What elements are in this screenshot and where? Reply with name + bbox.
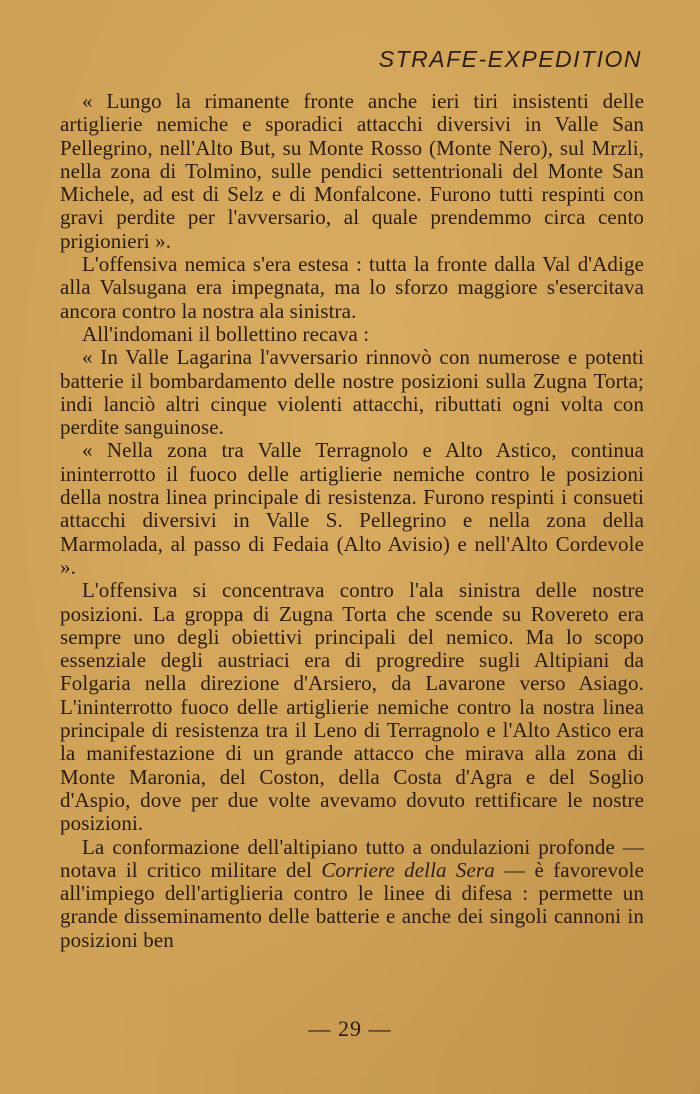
running-header: STRAFE-EXPEDITION	[378, 46, 642, 72]
paragraph-plateau-text-start: La conformazione dell'altipiano tutto a ondulazioni profonde — notava il critico militare del	[60, 834, 644, 882]
paragraph-plateau-conformation	[60, 836, 644, 952]
body-text	[60, 90, 644, 952]
newspaper-title: Corriere della Sera	[321, 857, 495, 882]
paragraph-offensive-extended: L'offensiva nemica s'era estesa : tutta la fronte dalla Val d'Adige alla Valsugana era impegnata, ma lo sforzo maggiore s'esercitava ancora contro la nostra ala sinistra.	[60, 252, 644, 323]
paragraph-left-wing: L'offensiva si concentrava contro l'ala sinistra delle nostre posizioni. La groppa di Zugna Torta che scende su Rovereto era sempre uno degli obiettivi principali del nemico. Ma lo scopo essenziale degli austriaci era di progredire sugli Altipiani da Folgaria nella direzione d'Arsiero, da Lavarone verso Asiago. L'ininterrotto fuoco delle artiglierie nemiche contro la nostra linea principale di resistenza tra il Leno di Terragnolo e l'Alto Astico era la manifestazione di un grande attacco che mirava alla zona di Monte Maronia, del Coston, della Costa d'Agra e del Soglio d'Aspio, dove per due volte avevamo dovuto rettificare le nostre posizioni.	[60, 578, 644, 836]
paragraph-terragnolo-astico: « Nella zona tra Valle Terragnolo e Alto Astico, continua ininterrotto il fuoco delle artiglierie nemiche contro le posizioni della nostra linea principale di resistenza. Furono respinti i consueti attacchi diversivi in Valle S. Pellegrino e nella zona della Marmolada, al passo di Fedaia (Alto Avisio) e nell'Alto Cordevole ».	[60, 438, 644, 579]
paragraph-next-day-bulletin: All'indomani il bollettino recava :	[82, 321, 370, 346]
paragraph-plateau-text-end: — è favorevole all'impiego dell'artiglieria contro le linee di difesa : permette un grande disseminamento delle batterie e anche dei singoli cannoni in posizioni ben	[60, 857, 644, 952]
page-number: — 29 —	[308, 1016, 392, 1041]
paragraph-bulletin-continuation: « Lungo la rimanente fronte anche ieri tiri insistenti delle artiglierie nemiche e sporadici attacchi diversivi in Valle San Pellegrino, nell'Alto But, su Monte Rosso (Monte Nero), sul Mrzli, nella zona di Tolmino, sulle pendici settentrionali del Monte San Michele, ad est di Selz e di Monfalcone. Furono tutti respinti con gravi perdite per l'avversario, al quale prendemmo circa cento prigionieri ».	[60, 89, 644, 253]
paragraph-valle-lagarina: « In Valle Lagarina l'avversario rinnovò con numerose e potenti batterie il bombardamento delle nostre posizioni sulla Zugna Torta; indi lanciò altri cinque violenti attacchi, ributtati ogni volta con perdite sanguinose.	[60, 345, 644, 440]
